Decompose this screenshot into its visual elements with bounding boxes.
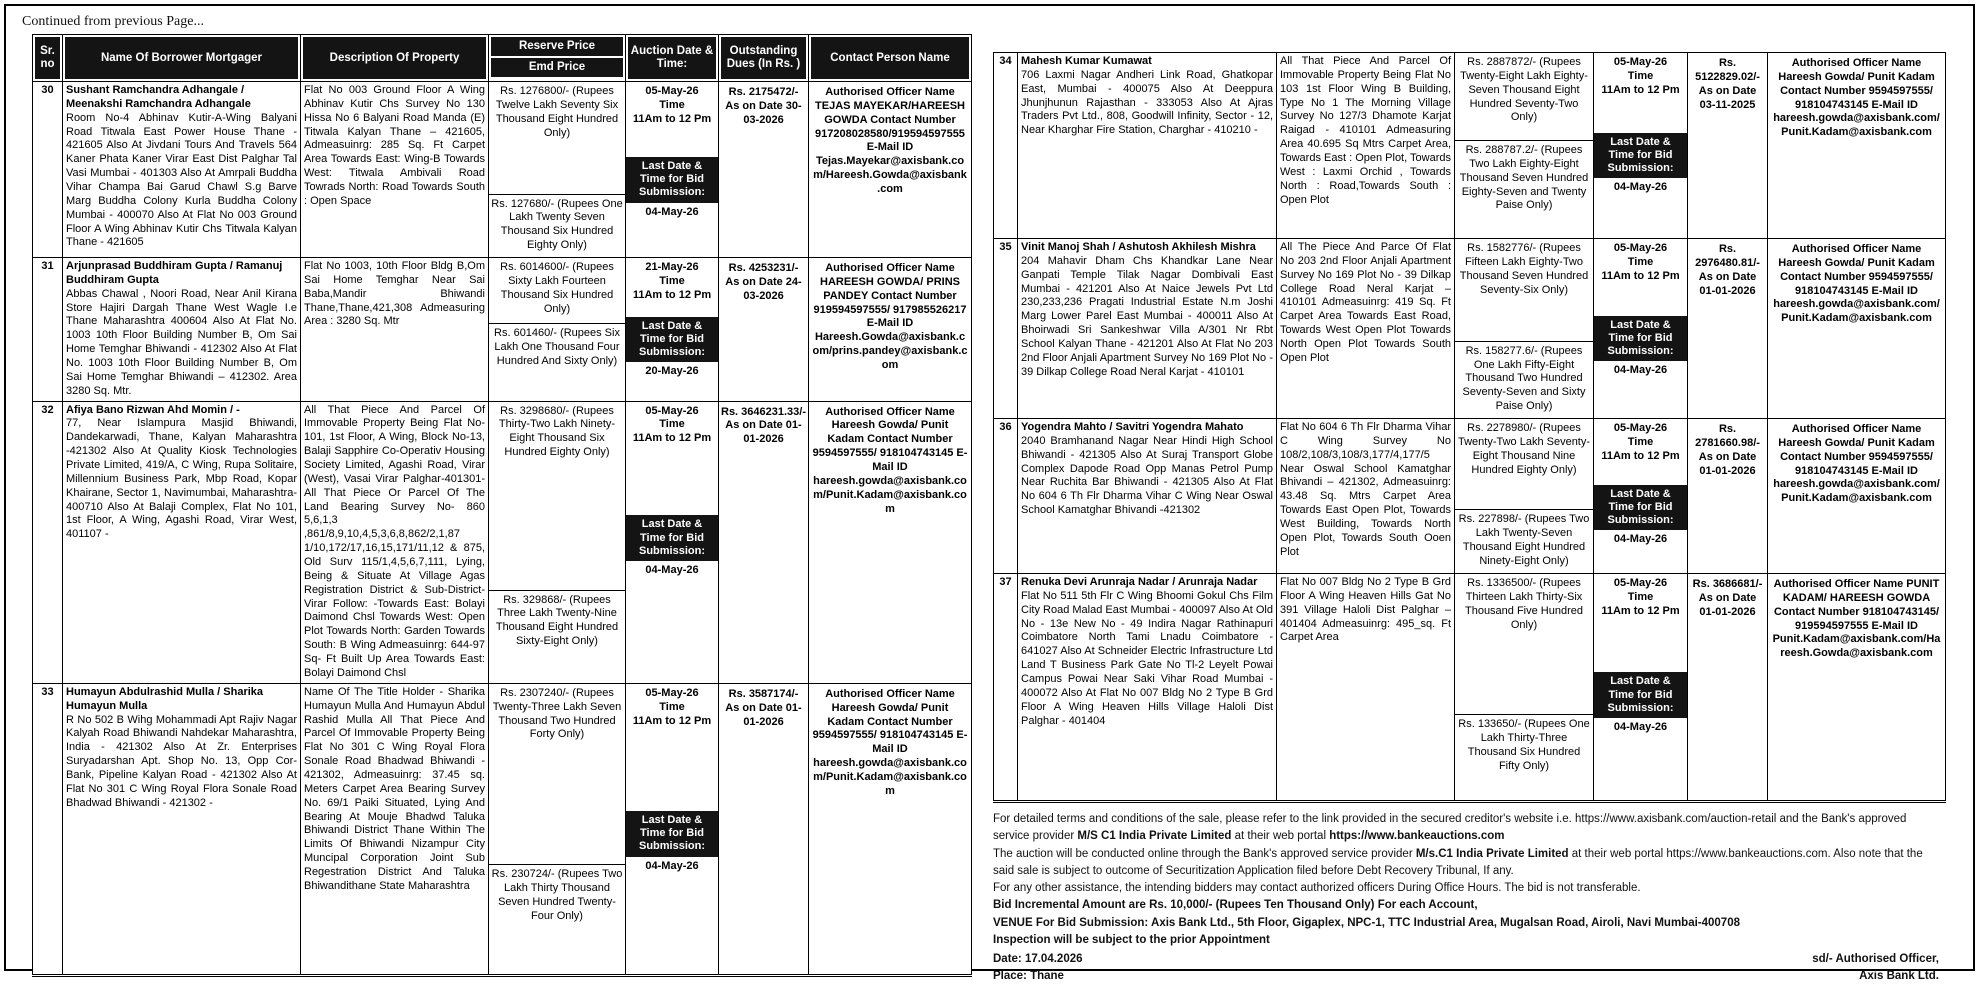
bid-submission-date: 04-May-26 bbox=[1613, 533, 1668, 546]
borrower-address: 204 Mahavir Dham Chs Khandkar Lane Near Ganpati Temple Tilak Nagar Dombivali East Mumbai - 421201 Also At Naice Jewels Pvt Ltd 230,233,236 Pragati Industrial Estate N.m Joshi Marg Lower Parel East Mumbai - 400011 Also At Bhoirwadi Sri Sankeshwar Villa A/301 Nr Rbt School Kalyan Thane - 421201 Also At Flat No 203 2nd Floor Anjali Apartment Survey No 169 Plot No - 39 Dilkap College Road Neral Karjat - 410101 bbox=[1021, 254, 1273, 378]
table-row bbox=[994, 53, 1946, 239]
bid-submission-label: Last Date & Time for Bid Submission: bbox=[1594, 316, 1687, 362]
borrower-names: Arjunprasad Buddhiram Gupta / Ramanuj Buddhiram Gupta bbox=[66, 260, 283, 286]
bid-submission-label: Last Date & Time for Bid Submission: bbox=[1594, 133, 1687, 179]
footer-assistance-line: For any other assistance, the intending bidders may contact authorized officers During Office Hours. The bid is not transferable. bbox=[993, 882, 1641, 894]
contact-person-cell: Authorised Officer Name TEJAS MAYEKAR/HAREESH GOWDA Contact Number 917208028580/919594597555 E-Mail ID Tejas.Mayekar@axisbank.com/Hareesh.Gowda@axisbank.com bbox=[809, 82, 972, 258]
bid-submission-date: 04-May-26 bbox=[645, 205, 699, 218]
borrower-cell bbox=[63, 683, 301, 975]
borrower-address: 77, Near Islampura Masjid Bhiwandi, Dandekarwadi, Thane, Kalyan Maharashtra -421302 Also At Quality Kiosk Technologies Private Limited, 419/A, C Wing, Rupa Solitaire, Millennium Business Park, Mbp Road, Kopar Khairane, Sector 1, Navimumbai, Maharashtra- 400710 Also At Balaji Complex, Flat No 101, 1st Floor, A Wing, Agashi Road, Virar West, 401107 - bbox=[66, 417, 297, 541]
borrower-cell bbox=[63, 401, 301, 683]
borrower-cell bbox=[1018, 419, 1277, 574]
outstanding-dues-cell: Rs. 5122829.02/- As on Date 03-11-2025 bbox=[1688, 53, 1768, 239]
bid-submission-date: 04-May-26 bbox=[645, 563, 699, 576]
footer-terms-line: For detailed terms and conditions of the sale, please refer to the link provided in the secured creditor's website i.e. https://www.axisbank.com/auction-retail and the Bank's approved service provider M/S C1 India Private Limited at their web portal https://www.bankeauctions.com bbox=[993, 813, 1907, 843]
auction-datetime: 05-May-26 Time 11Am to 12 Pm bbox=[632, 404, 712, 445]
sr-no-cell: 33 bbox=[33, 683, 63, 975]
bid-submission-date: 04-May-26 bbox=[645, 859, 699, 872]
header-emd-price: Emd Price bbox=[491, 58, 623, 77]
auction-table-right bbox=[993, 52, 1946, 803]
auction-table-left bbox=[32, 34, 972, 977]
sr-no-cell: 34 bbox=[994, 53, 1018, 239]
contact-person-cell: Authorised Officer Name Hareesh Gowda/ Punit Kadam Contact Number 9594597555/ 918104743145 E-Mail ID hareesh.gowda@axisbank.com/Punit.Kadam@axisbank.com bbox=[1768, 419, 1946, 574]
right-panel bbox=[993, 34, 1945, 986]
continued-note: Continued from previous Page... bbox=[22, 14, 204, 29]
borrower-names: Sushant Ramchandra Adhangale / Meenakshi Ramchandra Adhangale bbox=[66, 84, 251, 110]
emd-price: Rs. 329868/- (Rupees Three Lakh Twenty-Nine Thousand Eight Hundred Sixty-Eight Only) bbox=[495, 593, 619, 648]
outstanding-dues-cell: Rs. 2781660.98/- As on Date 01-01-2026 bbox=[1688, 419, 1768, 574]
property-description-cell: Name Of The Title Holder - Sharika Humayun Mulla And Humayun Abdul Rashid Mulla All That Piece And Parcel Of Immovable Property Being Flat No 301 C Wing Royal Flora Sonale Road Bhadwad Bhiwandi - 421302, Admeasuinrg: 37.45 sq. Meters Carpet Area Bearing Survey No. 69/1 Paiki Situated, Lying And Bearing At Mouje Bhadwd Taluka Bhiwandi District Thane Within The Limits Of Bhiwandi Nizampur City Muncipal Corporation Joint Sub Regestration District And Taluka Bhiwandithane State Maharashtra bbox=[301, 683, 489, 975]
property-description-cell: All That Piece And Parcel Of Immovable Property Being Flat No 103 1st Floor Wing B Building, Type No 1 The Morning Village Survey No 127/3 Dhamote Karjat Raigad - 410101 Admeasuring Area 40.695 Sq Mtrs Carpet Area, Towards East : Open Plot, Towards West : Laxmi Orchid , Towards North : Road,Towards South : Open Plot bbox=[1277, 53, 1455, 239]
borrower-names: Humayun Abdulrashid Mulla / Sharika Humayun Mulla bbox=[66, 685, 264, 712]
date-place-block bbox=[993, 951, 1083, 986]
table-row bbox=[33, 258, 972, 402]
outstanding-dues-cell: Rs. 2175472/- As on Date 30-03-2026 bbox=[719, 82, 809, 258]
borrower-cell bbox=[63, 258, 301, 402]
outstanding-dues-cell: Rs. 3587174/- As on Date 01-01-2026 bbox=[719, 683, 809, 975]
price-cell bbox=[489, 82, 626, 258]
header-contact: Contact Person Name bbox=[809, 35, 972, 82]
table-row bbox=[33, 82, 972, 258]
emd-price: Rs. 601460/- (Rupees Six Lakh One Thousand Four Hundred And Sixty Only) bbox=[494, 327, 620, 367]
auction-datetime: 05-May-26 Time 11Am to 12 Pm bbox=[1601, 56, 1680, 96]
contact-person-cell: Authorised Officer Name Hareesh Gowda/ Punit Kadam Contact Number 9594597555/ 918104743145 E-Mail ID hareesh.gowda@axisbank.com/Punit.Kadam@axisbank.com bbox=[809, 401, 972, 683]
borrower-address: Flat No 511 5th Flr C Wing Bhoomi Gokul Chs Film City Road Malad East Mumbai - 400097 Also At Old No - 13e New No - 49 Indira Nagar Rathinapuri Coimbatore North Tami Lnadu Coimbatore - 641027 Also At Schneider Electric Infrastructure Ltd Land T Business Park Gate No Tl-2 Leyelt Powai Campus Powai Near Saki Vihar Road Mumbai - 400072 Also At Flat No 007 Bldg No 2 Type B Grd Floor A Wing Heaven Hills Village Haloli Dist Palghar - 401404 bbox=[1021, 589, 1273, 727]
signature-block bbox=[1812, 951, 1939, 986]
auction-datetime: 05-May-26 Time 11Am to 12 Pm bbox=[1601, 242, 1680, 282]
auction-date-cell bbox=[1594, 53, 1688, 239]
borrower-cell bbox=[1018, 239, 1277, 419]
borrower-address: 706 Laxmi Nagar Andheri Link Road, Ghatkopar East, Mumbai - 400075 Also At Deeppura Jhunjhunun Rajasthan - 333053 Also At Ajras Traders Pvt Ltd., 808, Goodwill Infinity, Sector - 12, Near Kharghar Fire Station, Charghar - 410210 - bbox=[1021, 68, 1273, 137]
bid-submission-label: Last Date & Time for Bid Submission: bbox=[626, 157, 718, 203]
borrower-names: Renuka Devi Arunraja Nadar / Arunraja Nadar bbox=[1021, 576, 1258, 588]
bid-submission-date: 04-May-26 bbox=[1613, 720, 1668, 733]
emd-price: Rs. 133650/- (Rupees One Lakh Thirty-Three Thousand Six Hundred Fifty Only) bbox=[1458, 718, 1590, 772]
borrower-address: Room No-4 Abhinav Kutir-A-Wing Balyani Road Titwala East Power House Thane - 421605 Also At Jivdani Tours And Travels 564 Kaner Phata Kaner Virar East Dist Palghar Tal Vasi Mumbai - 401303 Also At Amrpali Buddha Vihar Champa Bai Garud Chawl S.g Barve Marg Buddha Colony Kurla Buddha Colony Mumbai - 400070 Also At Flat No 003 Ground Floor A Wing Abhinav Kutir Chs Titwala Kalyan Thane - 421605 bbox=[66, 111, 297, 249]
property-description-cell: All That Piece And Parcel Of Immovable Property Being Flat No-101, 1st Floor, A Wing, Block No-13, Balaji Sapphire Co-Operativ Housing Society Limited, Agashi Road, Virar (West), Vasai Virar Palghar-401301- All That Piece Or Parcel Of The Land Bearing Survey No- 860 5,6,1,3 ,861/8,9,10,4,5,3,6,8,862/2,1,87 1/10,172/17,16,15,171/11,12 & 875, Old Surv 115/1,4,5,6,7,111, Lying, Being & Situate At Village Agas Registration District & Sub-District- Virar Follow: -Towards East: Bolayi Daimond Chsl Towards West: Open Plot Towards North: Garden Towards South: B Wing Admeasuinrg: 644-97 Sq- Ft Built Up Area Towards East: Bolayi Daimond Chsl bbox=[301, 401, 489, 683]
terms-and-conditions bbox=[993, 811, 1939, 986]
price-cell bbox=[489, 683, 626, 975]
bid-submission-label: Last Date & Time for Bid Submission: bbox=[626, 811, 718, 857]
header-sr: Sr. no bbox=[33, 35, 63, 82]
emd-price: Rs. 288787.2/- (Rupees Two Lakh Eighty-Eight Thousand Seven Hundred Eighty-Seven and Twenty Paise Only) bbox=[1459, 144, 1589, 212]
sr-no-cell: 35 bbox=[994, 239, 1018, 419]
sr-no-cell: 37 bbox=[994, 574, 1018, 802]
reserve-price: Rs. 2307240/- (Rupees Twenty-Three Lakh Seven Thousand Two Hundred Forty Only) bbox=[489, 684, 625, 865]
header-description: Description Of Property bbox=[301, 35, 489, 82]
borrower-address: 2040 Bramhanand Nagar Near Hindi High School Bhiwandi - 421305 Also At Suraj Transport Globe Complex Dapode Road Opp Manas Petrol Pump Near Ruchita Bar Bhiwandi - 421305 Also At Flat No 604 6 Th Flr Dharma Vihar C Wing Near Oswal School Kamatghar Bhivandi -421302 bbox=[1021, 434, 1273, 517]
signatory-org: Axis Bank Ltd. bbox=[1859, 970, 1939, 983]
sr-no-cell: 32 bbox=[33, 401, 63, 683]
borrower-names: Afiya Bano Rizwan Ahd Momin / - bbox=[66, 403, 240, 416]
outstanding-dues-cell: Rs. 3646231.33/- As on Date 01-01-2026 bbox=[719, 401, 809, 683]
notice-page bbox=[4, 4, 1975, 983]
price-cell bbox=[489, 401, 626, 683]
reserve-price: Rs. 2278980/- (Rupees Twenty-Two Lakh Seventy-Eight Thousand Nine Hundred Eighty Only) bbox=[1455, 419, 1593, 510]
outstanding-dues-cell: Rs. 4253231/- As on Date 24-03-2026 bbox=[719, 258, 809, 402]
auction-date-cell bbox=[626, 258, 719, 402]
outstanding-dues-cell: Rs. 2976480.81/- As on Date 01-01-2026 bbox=[1688, 239, 1768, 419]
reserve-price: Rs. 6014600/- (Rupees Sixty Lakh Fourteen Thousand Six Hundred Only) bbox=[489, 258, 625, 324]
auction-datetime: 05-May-26 Time 11Am to 12 Pm bbox=[632, 686, 712, 727]
reserve-price: Rs. 3298680/- (Rupees Thirty-Two Lakh Ninety-Eight Thousand Six Hundred Eighty Only) bbox=[489, 402, 625, 591]
auction-datetime: 05-May-26 Time 11Am to 12 Pm bbox=[1601, 422, 1680, 462]
bid-submission-date: 04-May-26 bbox=[1613, 364, 1668, 377]
emd-price: Rs. 127680/- (Rupees One Lakh Twenty Seven Thousand Six Hundred Eighty Only) bbox=[491, 197, 623, 252]
emd-price: Rs. 227898/- (Rupees Two Lakh Twenty-Seven Thousand Eight Hundred Ninety-Eight Only) bbox=[1458, 513, 1590, 567]
sr-no-cell: 36 bbox=[994, 419, 1018, 574]
table-row bbox=[33, 683, 972, 975]
table-header bbox=[33, 35, 972, 82]
reserve-price: Rs. 1582776/- (Rupees Fifteen Lakh Eighty-Two Thousand Seven Hundred Seventy-Six Only) bbox=[1455, 239, 1593, 342]
price-cell bbox=[1455, 419, 1594, 574]
bid-submission-label: Last Date & Time for Bid Submission: bbox=[1594, 672, 1687, 718]
price-cell bbox=[1455, 239, 1594, 419]
footer-online-auction-line: The auction will be conducted online through the Bank's approved service provider M/s.C1 India Private Limited at their web portal https://www.bankeauctions.com. Also note that the said sale is subject to outcome of Securitization Application filed before Debt Recovery Tribunal, If any. bbox=[993, 847, 1923, 877]
borrower-address: R No 502 B Wihg Mohammadi Apt Rajiv Nagar Kalyah Road Bhiwandi Nahdekar Maharashtra, India - 421302 Also At Zr. Enterprises Suryadarshan Apt. Shop No. 13, Opp Cor-Bank, Pipeline Kalyan Road - 421302 Also At Flat No 301 C Wing Royal Flora Sonale Road Bhadwad Bhiwandi - 421302 - bbox=[66, 713, 297, 809]
auction-date-cell bbox=[626, 683, 719, 975]
auction-date-cell bbox=[626, 401, 719, 683]
notice-date: Date: 17.04.2026 bbox=[993, 953, 1083, 965]
auction-datetime: 05-May-26 Time 11Am to 12 Pm bbox=[632, 85, 712, 125]
footer-inspection-line: Inspection will be subject to the prior Appointment bbox=[993, 933, 1270, 946]
auction-datetime: 05-May-26 Time 11Am to 12 Pm bbox=[1601, 577, 1680, 617]
notice-place: Place: Thane bbox=[993, 970, 1064, 983]
emd-price: Rs. 158277.6/- (Rupees One Lakh Fifty-Eight Thousand Two Hundred Seventy-Seven and Sixty Paise Only) bbox=[1462, 344, 1586, 413]
reserve-price: Rs. 2887872/- (Rupees Twenty-Eight Lakh Eighty-Seven Thousand Eight Hundred Seventy-Two Only) bbox=[1455, 53, 1593, 141]
property-description-cell: Flat No 604 6 Th Flr Dharma Vihar C Wing Survey No 108/2,108/3,108/3,177/4,177/5 Near Oswal School Kamatghar Bhivandi – 421302, Admeasuinrg: 43.48 Sq. Mtrs Carpet Area Towards East Open Plot, Towards West Building, Towards North Open Plot, Towards South Ooen Plot bbox=[1277, 419, 1455, 574]
auction-date-cell bbox=[1594, 239, 1688, 419]
property-description-cell: All The Piece And Parce Of Flat No 203 2nd Floor Anjali Apartment Survey No 169 Plot No - 39 Dilkap College Road Neral Karjat – 410101 Admeasuinrg: 419 Sq. Ft Carpet Area Towards East Road, Towards West Open Plot Towards North Open Plot Towards South Open Plot bbox=[1277, 239, 1455, 419]
contact-person-cell: Authorised Officer Name Hareesh Gowda/ Punit Kadam Contact Number 9594597555/ 918104743145 E-Mail ID hareesh.gowda@axisbank.com/Punit.Kadam@axisbank.com bbox=[1768, 53, 1946, 239]
emd-price: Rs. 230724/- (Rupees Two Lakh Thirty Thousand Seven Hundred Twenty-Four Only) bbox=[491, 868, 623, 922]
auction-datetime: 21-May-26 Time 11Am to 12 Pm bbox=[632, 261, 712, 301]
auction-date-cell bbox=[1594, 574, 1688, 802]
borrower-cell bbox=[63, 82, 301, 258]
borrower-cell bbox=[1018, 53, 1277, 239]
two-column-layout bbox=[32, 34, 1961, 986]
bid-submission-label: Last Date & Time for Bid Submission: bbox=[626, 317, 718, 363]
price-cell bbox=[1455, 53, 1594, 239]
footer-bid-increment-line: Bid Incremental Amount are Rs. 10,000/- (Rupees Ten Thousand Only) For each Account, bbox=[993, 899, 1478, 912]
auction-date-cell bbox=[626, 82, 719, 258]
property-description-cell: Flat No 007 Bldg No 2 Type B Grd Floor A Wing Heaven Hills Gat No 391 Village Haloli Dist Palghar – 401404 Admeasuinrg: 495_sq. Ft Carpet Area bbox=[1277, 574, 1455, 802]
sr-no-cell: 31 bbox=[33, 258, 63, 402]
header-dues: Outstanding Dues (In Rs. ) bbox=[719, 35, 809, 82]
price-cell bbox=[489, 258, 626, 402]
header-borrower: Name Of Borrower Mortgager bbox=[63, 35, 301, 82]
footer-venue-line: VENUE For Bid Submission: Axis Bank Ltd., 5th Floor, Gigaplex, NPC-1, TTC Industrial Area, Mugalsan Road, Airoli, Navi Mumbai-400708 bbox=[993, 916, 1740, 929]
table-row bbox=[33, 401, 972, 683]
auction-date-cell bbox=[1594, 419, 1688, 574]
borrower-names: Mahesh Kumar Kumawat bbox=[1021, 55, 1152, 67]
left-panel bbox=[32, 34, 971, 986]
borrower-names: Vinit Manoj Shah / Ashutosh Akhilesh Mishra bbox=[1021, 241, 1256, 253]
signatory-title: sd/- Authorised Officer, bbox=[1812, 953, 1939, 965]
table-row bbox=[994, 574, 1946, 802]
bid-submission-label: Last Date & Time for Bid Submission: bbox=[1594, 485, 1687, 531]
reserve-price: Rs. 1276800/- (Rupees Twelve Lakh Seventy Six Thousand Eight Hundred Only) bbox=[489, 82, 625, 195]
header-reserve-emd bbox=[489, 35, 626, 82]
property-description-cell: Flat No 1003, 10th Floor Bldg B,Om Sai Home Temghar Near Sai Baba,Mandir Bhiwandi Thane,Thane,421,308 Admeasuring Area : 3280 Sq. Mtr bbox=[301, 258, 489, 402]
outstanding-dues-cell: Rs. 3686681/- As on Date 01-01-2026 bbox=[1688, 574, 1768, 802]
contact-person-cell: Authorised Officer Name PUNIT KADAM/ HAREESH GOWDA Contact Number 918104743145/ 919594597555 E-Mail ID Punit.Kadam@axisbank.com/Hareesh.Gowda@axisbank.com bbox=[1768, 574, 1946, 802]
bid-submission-date: 20-May-26 bbox=[645, 365, 699, 378]
bid-submission-label: Last Date & Time for Bid Submission: bbox=[626, 515, 718, 561]
bid-submission-date: 04-May-26 bbox=[1613, 181, 1668, 194]
contact-person-cell: Authorised Officer Name Hareesh Gowda/ Punit Kadam Contact Number 9594597555/ 918104743145 E-Mail ID hareesh.gowda@axisbank.com/Punit.Kadam@axisbank.com bbox=[809, 683, 972, 975]
borrower-cell bbox=[1018, 574, 1277, 802]
table-row bbox=[994, 419, 1946, 574]
property-description-cell: Flat No 003 Ground Floor A Wing Abhinav Kutir Chs Survey No 130 Hissa No 6 Balyani Road Manda (E) Titwala Kalyan Thane – 421605, Admeasuinrg: 285 Sq. Ft Carpet Area Towards East: Wing-B Towards West: Titwala Ambivali Road Towrads North: Road Towards South : Open Space bbox=[301, 82, 489, 258]
header-auction: Auction Date & Time: bbox=[626, 35, 719, 82]
contact-person-cell: Authorised Officer Name Hareesh Gowda/ Punit Kadam Contact Number 9594597555/ 918104743145 E-Mail ID hareesh.gowda@axisbank.com/Punit.Kadam@axisbank.com bbox=[1768, 239, 1946, 419]
contact-person-cell: Authorised Officer Name HAREESH GOWDA/ PRINS PANDEY Contact Number 919594597555/ 917985526217 E-Mail ID Hareesh.Gowda@axisbank.com/prins.pandey@axisbank.com bbox=[809, 258, 972, 402]
header-reserve-price: Reserve Price bbox=[491, 37, 623, 56]
borrower-address: Abbas Chawal , Noori Road, Near Anil Kirana Store Hajiri Dargah Thane West Wagle I.e Thane Maharashtra 400604 Also At Flat No. 1003 10th Floor Building Number B, Om Sai Home Temghar Bhiwandi - 412302 Also At Flat No. 1003 10th Floor Building Number B, Om Sai Home Temghar Bhiwandi – 412302. Area 3280 Sq. Mtr. bbox=[66, 287, 297, 397]
price-cell bbox=[1455, 574, 1594, 802]
borrower-names: Yogendra Mahto / Savitri Yogendra Mahato bbox=[1021, 421, 1244, 433]
sr-no-cell: 30 bbox=[33, 82, 63, 258]
table-row bbox=[994, 239, 1946, 419]
reserve-price: Rs. 1336500/- (Rupees Thirteen Lakh Thirty-Six Thousand Five Hundred Only) bbox=[1455, 574, 1593, 715]
